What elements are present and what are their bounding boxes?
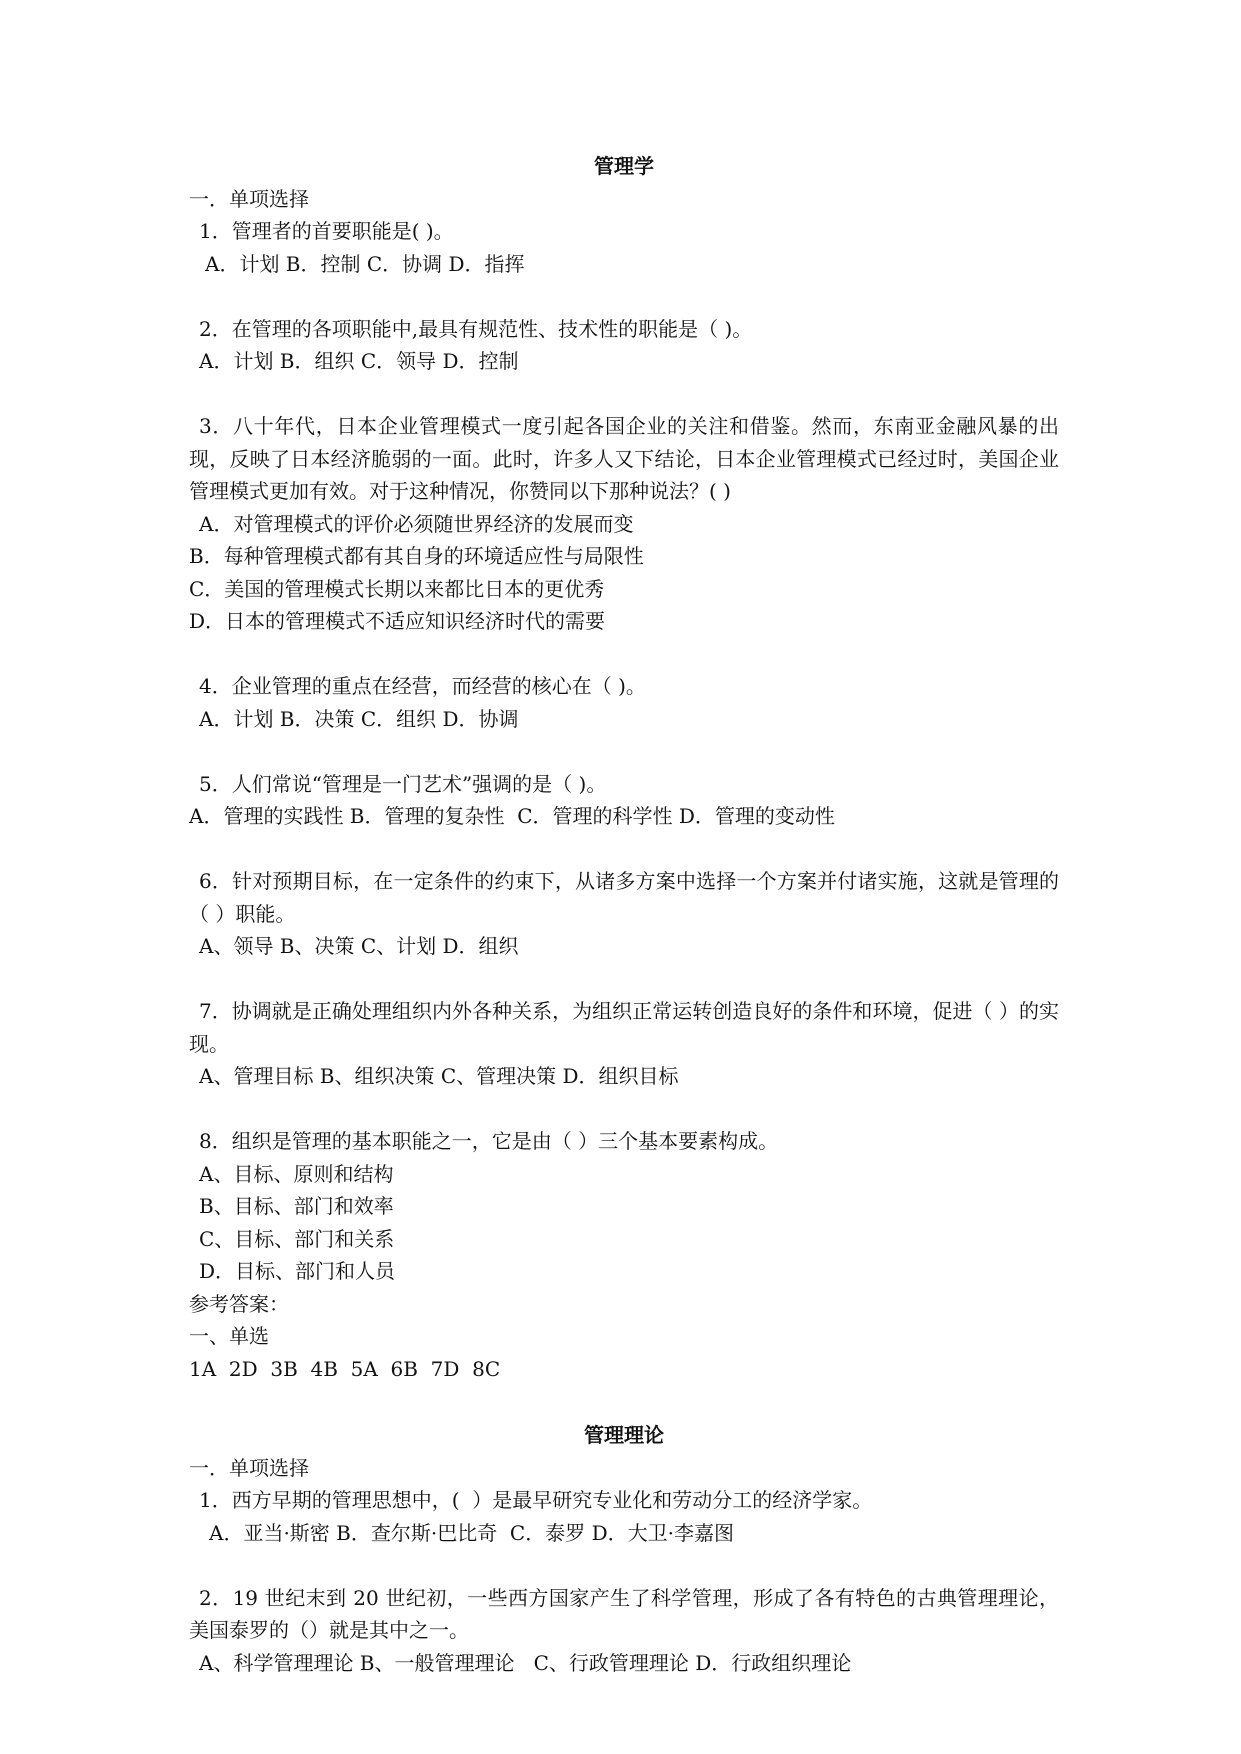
spacer [189, 638, 1059, 671]
spacer [189, 280, 1059, 313]
question-2-stem: 2．19 世纪末到 20 世纪初，一些西方国家产生了科学管理，形成了各有特色的古典管理理论，美国泰罗的（）就是其中之一。 [189, 1585, 1059, 1642]
question-2-options: A、科学管理理论 B、一般管理理论 C、行政管理理论 D．行政组织理论 [199, 1650, 852, 1675]
question-4-options: A．计划 B．决策 C．组织 D．协调 [199, 706, 519, 731]
answers-subheading: 一、单选 [189, 1324, 269, 1348]
question-8-option-b: B、目标、部门和效率 [199, 1194, 394, 1218]
question-1-stem: 1．西方早期的管理思想中，( ）是最早研究专业化和劳动分工的经济学家。 [199, 1488, 873, 1512]
answers-heading: 参考答案： [189, 1291, 289, 1316]
spacer [189, 735, 1059, 768]
question-2-options: A．计划 B．组织 C．领导 D．控制 [199, 349, 519, 373]
question-4-stem: 4．企业管理的重点在经营，而经营的核心在（ )。 [199, 674, 646, 698]
question-3-option-a: A．对管理模式的评价必须随世界经济的发展而变 [199, 511, 634, 536]
question-1-options: A．计划 B．控制 C．协调 D．指挥 [205, 251, 525, 276]
question-6-stem: 6．针对预期目标，在一定条件的约束下，从诸多方案中选择一个方案并付诸实施，这就是管理的（ ）职能。 [189, 869, 1059, 926]
spacer [189, 1385, 1059, 1419]
question-6-options: A、领导 B、决策 C、计划 D．组织 [199, 934, 519, 958]
question-3-stem: 3．八十年代，日本企业管理模式一度引起各国企业的关注和借鉴。然而，东南亚金融风暴的出现，反映了日本经济脆弱的一面。此时，许多人又下结论，日本企业管理模式已经过时，美国企业管理模式更加有效。对于这种情况，你赞同以下那种说法？( ) [189, 414, 1059, 503]
question-5-stem: 5．人们常说“管理是一门艺术”强调的是（ )。 [199, 771, 607, 796]
spacer [189, 963, 1059, 996]
document-content [189, 150, 1059, 1679]
section-heading: 一．单项选择 [189, 186, 309, 211]
section-title: 管理理论 [584, 1423, 664, 1447]
question-2-stem: 2．在管理的各项职能中,最具有规范性、技术性的职能是（ )。 [199, 316, 753, 341]
question-8-stem: 8．组织是管理的基本职能之一，它是由（ ）三个基本要素构成。 [199, 1129, 779, 1153]
question-3-option-b: B．每种管理模式都有其自身的环境适应性与局限性 [189, 544, 644, 568]
question-3-option-d: D．日本的管理模式不适应知识经济时代的需要 [189, 609, 606, 633]
spacer [189, 1093, 1059, 1126]
question-7-stem: 7．协调就是正确处理组织内外各种关系，为组织正常运转创造良好的条件和环境，促进（ ）的实现。 [189, 999, 1059, 1056]
question-8-option-a: A、目标、原则和结构 [199, 1161, 394, 1186]
spacer [189, 1549, 1059, 1582]
question-8-option-c: C、目标、部门和关系 [199, 1226, 395, 1251]
answers-list: 1A 2D 3B 4B 5A 6B 7D 8C [189, 1356, 501, 1381]
spacer [189, 378, 1059, 411]
section-title: 管理学 [594, 154, 654, 178]
question-1-stem: 1．管理者的首要职能是( )。 [199, 219, 454, 243]
spacer [189, 833, 1059, 866]
question-5-options: A．管理的实践性 B．管理的复杂性 C．管理的科学性 D．管理的变动性 [189, 804, 835, 828]
question-1-options: A．亚当·斯密 B．查尔斯·巴比奇 C．泰罗 D．大卫·李嘉图 [209, 1520, 734, 1545]
question-3-option-c: C．美国的管理模式长期以来都比日本的更优秀 [189, 576, 605, 601]
question-8-option-d: D．目标、部门和人员 [199, 1259, 396, 1283]
question-7-options: A、管理目标 B、组织决策 C、管理决策 D．组织目标 [199, 1064, 679, 1088]
section-heading: 一．单项选择 [189, 1455, 309, 1480]
